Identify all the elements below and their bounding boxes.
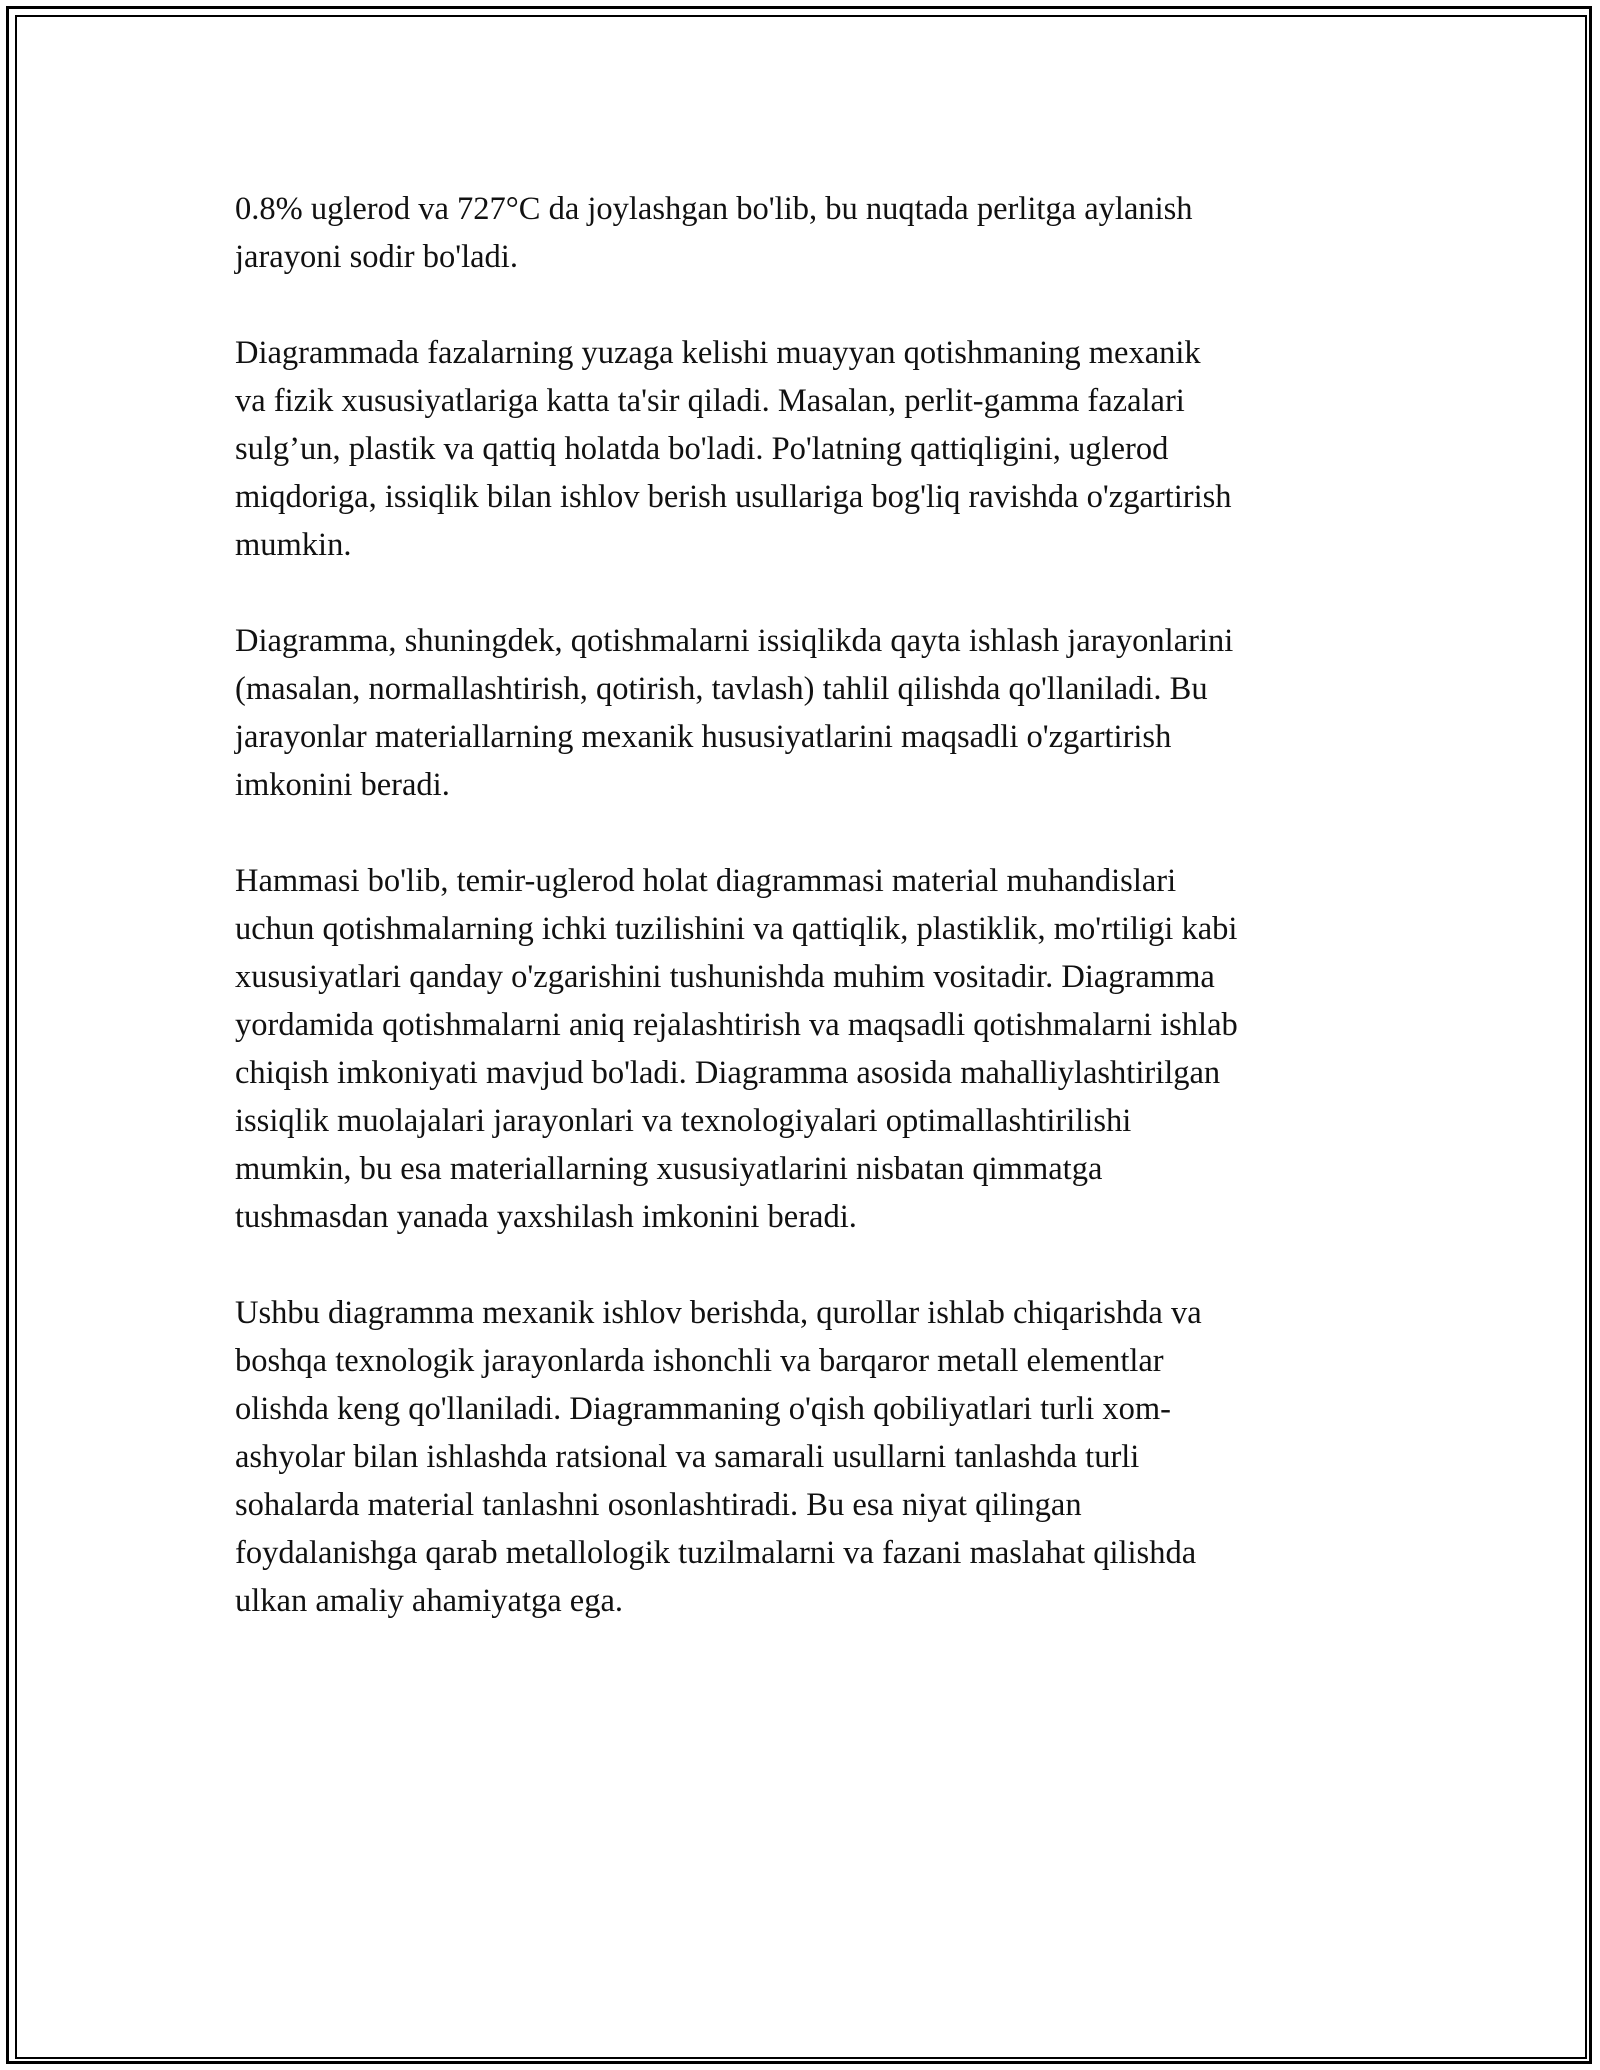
- text-line: foydalanishga qarab metallologik tuzilmalarni va fazani maslahat qilishda: [235, 1535, 1197, 1571]
- text-line: miqdoriga, issiqlik bilan ishlov berish usullariga bog'liq ravishda o'zgartirish: [235, 479, 1232, 515]
- text-line: mumkin, bu esa materiallarning xususiyatlarini nisbatan qimmatga: [235, 1151, 1103, 1187]
- text-line: imkonini beradi.: [235, 767, 450, 803]
- text-line: Diagramma, shuningdek, qotishmalarni issiqlikda qayta ishlash jarayonlarini: [235, 623, 1234, 659]
- text-line: jarayonlar materiallarning mexanik hususiyatlarini maqsadli o'zgartirish: [235, 719, 1172, 755]
- text-line: Ushbu diagramma mexanik ishlov berishda, qurollar ishlab chiqarishda va: [235, 1295, 1202, 1331]
- text-line: (masalan, normallashtirish, qotirish, tavlash) tahlil qilishda qo'llaniladi. Bu: [235, 671, 1208, 707]
- text-line: sulg’un, plastik va qattiq holatda bo'ladi. Po'latning qattiqligini, uglerod: [235, 431, 1169, 467]
- paragraph-5: [235, 1289, 1385, 1625]
- text-line: mumkin.: [235, 527, 352, 563]
- text-line: ashyolar bilan ishlashda ratsional va samarali usullarni tanlashda turli: [235, 1439, 1140, 1475]
- paragraph-3: [235, 617, 1385, 809]
- paragraph-4: [235, 857, 1385, 1241]
- document-body: [235, 185, 1385, 1673]
- text-line: issiqlik muolajalari jarayonlari va texnologiyalari optimallashtirilishi: [235, 1103, 1132, 1139]
- text-line: jarayoni sodir bo'ladi.: [235, 239, 518, 275]
- paragraph-1: [235, 185, 1385, 281]
- text-line: tushmasdan yanada yaxshilash imkonini beradi.: [235, 1199, 857, 1235]
- text-line: 0.8% uglerod va 727°C da joylashgan bo'lib, bu nuqtada perlitga aylanish: [235, 191, 1193, 227]
- text-line: boshqa texnologik jarayonlarda ishonchli va barqaror metall elementlar: [235, 1343, 1164, 1379]
- text-line: yordamida qotishmalarni aniq rejalashtirish va maqsadli qotishmalarni ishlab: [235, 1007, 1238, 1043]
- text-line: olishda keng qo'llaniladi. Diagrammaning o'qish qobiliyatlari turli xom-: [235, 1391, 1171, 1427]
- text-line: xususiyatlari qanday o'zgarishini tushunishda muhim vositadir. Diagramma: [235, 959, 1215, 995]
- paragraph-2: [235, 329, 1385, 569]
- text-line: ulkan amaliy ahamiyatga ega.: [235, 1583, 624, 1619]
- text-line: sohalarda material tanlashni osonlashtiradi. Bu esa niyat qilingan: [235, 1487, 1082, 1523]
- text-line: Diagrammada fazalarning yuzaga kelishi muayyan qotishmaning mexanik: [235, 335, 1201, 371]
- text-line: uchun qotishmalarning ichki tuzilishini va qattiqlik, plastiklik, mo'rtiligi kabi: [235, 911, 1238, 947]
- text-line: chiqish imkoniyati mavjud bo'ladi. Diagramma asosida mahalliylashtirilgan: [235, 1055, 1221, 1091]
- text-line: va fizik xususiyatlariga katta ta'sir qiladi. Masalan, perlit-gamma fazalari: [235, 383, 1185, 419]
- text-line: Hammasi bo'lib, temir-uglerod holat diagrammasi material muhandislari: [235, 863, 1177, 899]
